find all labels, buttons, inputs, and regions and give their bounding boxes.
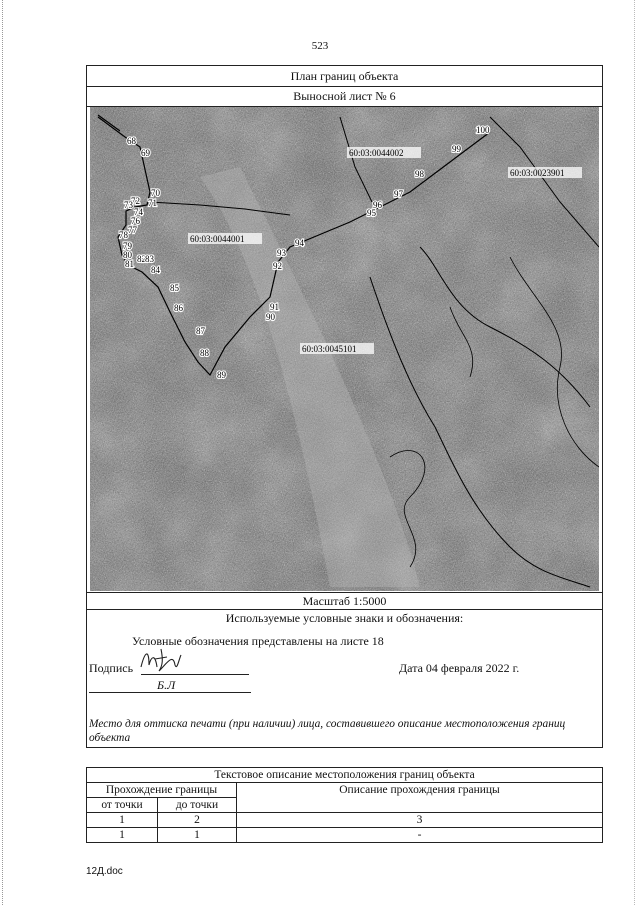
- svg-text:60:03:0045101: 60:03:0045101: [302, 344, 357, 354]
- svg-text:81: 81: [125, 259, 134, 269]
- signature-label: Подпись: [89, 661, 134, 675]
- plan-frame: [86, 65, 603, 748]
- svg-text:73: 73: [124, 200, 133, 210]
- svg-text:72: 72: [131, 196, 140, 206]
- map-scale: Масштаб 1:5000: [87, 592, 602, 610]
- svg-text:74: 74: [134, 207, 143, 217]
- table-header-row: [87, 783, 603, 798]
- cell-from: 1: [87, 828, 158, 843]
- date-text: Дата 04 февраля 2022 г.: [399, 661, 520, 675]
- sheet-title: Выносной лист № 6: [87, 86, 602, 107]
- svg-text:84: 84: [151, 265, 160, 275]
- legend-text: Условные обозначения представлены на листе 18: [132, 634, 384, 648]
- cadastral-label-3: [188, 233, 262, 244]
- cell-from: 1: [87, 813, 158, 828]
- svg-text:87: 87: [196, 326, 205, 336]
- cell-to: 1: [158, 828, 237, 843]
- svg-text:76: 76: [131, 216, 140, 226]
- svg-text:83: 83: [145, 254, 154, 264]
- svg-text:71: 71: [148, 198, 157, 208]
- plan-title: План границ объекта: [87, 66, 602, 87]
- svg-text:60:03:0023901: 60:03:0023901: [510, 168, 565, 178]
- description-table: [86, 767, 603, 843]
- svg-text:100: 100: [476, 125, 490, 135]
- svg-text:70: 70: [151, 188, 160, 198]
- from-header: от точки: [87, 798, 158, 813]
- page-number: 523: [311, 40, 329, 52]
- svg-text:69: 69: [141, 148, 150, 158]
- table-row: [87, 828, 603, 843]
- handwritten-signature: [137, 645, 183, 675]
- svg-text:90: 90: [266, 312, 275, 322]
- to-header: до точки: [158, 798, 237, 813]
- table-row: [87, 813, 603, 828]
- cell-desc: -: [237, 828, 603, 843]
- svg-text:60:03:0044002: 60:03:0044002: [349, 148, 404, 158]
- svg-text:96: 96: [373, 200, 382, 210]
- svg-text:98: 98: [415, 169, 424, 179]
- group-header: Прохождение границы: [87, 783, 237, 798]
- table-title: Текстовое описание местоположения границ объекта: [87, 768, 603, 783]
- cadastral-label-1: [347, 147, 421, 158]
- map-svg: [90, 107, 599, 591]
- svg-text:78: 78: [119, 230, 128, 240]
- scan-edge-left: [2, 0, 5, 905]
- svg-text:68: 68: [127, 136, 136, 146]
- aerial-map: [90, 107, 599, 591]
- svg-text:91: 91: [270, 302, 279, 312]
- svg-text:97: 97: [394, 189, 403, 199]
- svg-text:88: 88: [200, 348, 209, 358]
- cell-to: 2: [158, 813, 237, 828]
- svg-text:79: 79: [123, 241, 132, 251]
- svg-text:99: 99: [452, 144, 461, 154]
- description-header: Описание прохождения границы: [237, 783, 603, 813]
- svg-text:77: 77: [128, 225, 137, 235]
- scan-edge-right: [634, 0, 637, 905]
- svg-text:82: 82: [137, 254, 146, 264]
- svg-text:86: 86: [174, 303, 183, 313]
- table-title-row: [87, 768, 603, 783]
- cadastral-label-4: [300, 343, 374, 354]
- signature-initials: Б.Л: [157, 678, 176, 692]
- cadastral-label-2: [508, 167, 582, 178]
- svg-text:93: 93: [277, 248, 286, 258]
- svg-text:95: 95: [367, 208, 376, 218]
- svg-text:60:03:0044001: 60:03:0044001: [190, 234, 245, 244]
- legend-heading: Используемые условные знаки и обозначения:: [225, 611, 464, 625]
- svg-text:89: 89: [217, 370, 226, 380]
- cell-desc: 3: [237, 813, 603, 828]
- initials-line: [89, 692, 251, 693]
- svg-text:80: 80: [123, 250, 132, 260]
- footer-filename: 12Д.doc: [86, 866, 123, 877]
- svg-text:94: 94: [295, 238, 304, 248]
- svg-text:92: 92: [273, 261, 282, 271]
- stamp-note: Место для оттиска печати (при наличии) лица, составившего описание местоположения границ объекта: [89, 718, 566, 744]
- svg-text:85: 85: [170, 283, 179, 293]
